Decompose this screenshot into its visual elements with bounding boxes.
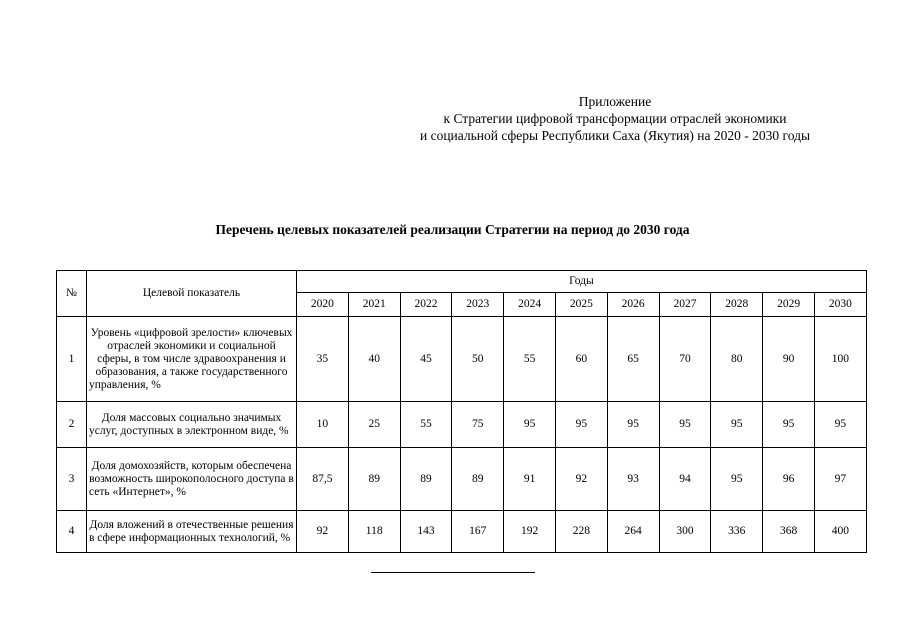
row-number: 4	[57, 511, 87, 553]
year-header: 2030	[814, 293, 866, 317]
year-header: 2025	[555, 293, 607, 317]
value-cell: 40	[348, 317, 400, 402]
value-cell: 45	[400, 317, 452, 402]
table-row	[57, 317, 867, 402]
value-cell: 95	[814, 402, 866, 448]
year-header: 2021	[348, 293, 400, 317]
value-cell: 93	[607, 448, 659, 511]
indicators-table	[56, 270, 867, 553]
value-cell: 89	[348, 448, 400, 511]
table-row	[57, 511, 867, 553]
value-cell: 55	[504, 317, 556, 402]
header-number: №	[57, 271, 87, 317]
value-cell: 264	[607, 511, 659, 553]
year-header: 2027	[659, 293, 711, 317]
footer-divider	[371, 572, 535, 573]
value-cell: 95	[504, 402, 556, 448]
value-cell: 10	[297, 402, 349, 448]
row-number: 2	[57, 402, 87, 448]
value-cell: 228	[555, 511, 607, 553]
value-cell: 95	[607, 402, 659, 448]
header-years: Годы	[297, 271, 867, 293]
year-header: 2020	[297, 293, 349, 317]
year-header: 2022	[400, 293, 452, 317]
appendix-header	[380, 93, 850, 144]
value-cell: 95	[659, 402, 711, 448]
table-header-row	[57, 271, 867, 293]
row-number: 1	[57, 317, 87, 402]
value-cell: 95	[711, 402, 763, 448]
year-header: 2026	[607, 293, 659, 317]
appendix-region-line: и социальной сферы Республики Саха (Якутия) на 2020 - 2030 годы	[419, 128, 811, 143]
row-number: 3	[57, 448, 87, 511]
table-row	[57, 448, 867, 511]
year-header: 2028	[711, 293, 763, 317]
value-cell: 94	[659, 448, 711, 511]
value-cell: 96	[763, 448, 815, 511]
value-cell: 92	[297, 511, 349, 553]
value-cell: 192	[504, 511, 556, 553]
value-cell: 87,5	[297, 448, 349, 511]
value-cell: 92	[555, 448, 607, 511]
value-cell: 95	[763, 402, 815, 448]
value-cell: 97	[814, 448, 866, 511]
value-cell: 65	[607, 317, 659, 402]
value-cell: 336	[711, 511, 763, 553]
document-title: Перечень целевых показателей реализации Стратегии на период до 2030 года	[215, 222, 690, 237]
appendix-label: Приложение	[578, 94, 652, 109]
header-indicator: Целевой показатель	[87, 271, 297, 317]
value-cell: 70	[659, 317, 711, 402]
value-cell: 80	[711, 317, 763, 402]
value-cell: 95	[711, 448, 763, 511]
table-row	[57, 402, 867, 448]
value-cell: 60	[555, 317, 607, 402]
indicator-name: Доля вложений в отечественные решения в сфере информационных технологий, %	[87, 511, 297, 553]
indicator-name: Доля массовых социально значимых услуг, доступных в электронном виде, %	[87, 402, 297, 448]
value-cell: 25	[348, 402, 400, 448]
value-cell: 167	[452, 511, 504, 553]
year-header: 2023	[452, 293, 504, 317]
value-cell: 91	[504, 448, 556, 511]
value-cell: 118	[348, 511, 400, 553]
value-cell: 89	[452, 448, 504, 511]
appendix-strategy-line: к Стратегии цифровой трансформации отраслей экономики	[443, 111, 787, 126]
value-cell: 55	[400, 402, 452, 448]
value-cell: 89	[400, 448, 452, 511]
value-cell: 400	[814, 511, 866, 553]
value-cell: 300	[659, 511, 711, 553]
year-header: 2024	[504, 293, 556, 317]
value-cell: 90	[763, 317, 815, 402]
value-cell: 368	[763, 511, 815, 553]
indicator-name: Доля домохозяйств, которым обеспечена возможность широкополосного доступа в сеть «Интернет», %	[87, 448, 297, 511]
year-header: 2029	[763, 293, 815, 317]
indicator-name: Уровень «цифровой зрелости» ключевых отраслей экономики и социальной сферы, в том числе здравоохранения и образования, а также государственного управления, %	[87, 317, 297, 402]
value-cell: 75	[452, 402, 504, 448]
value-cell: 143	[400, 511, 452, 553]
value-cell: 35	[297, 317, 349, 402]
value-cell: 100	[814, 317, 866, 402]
value-cell: 50	[452, 317, 504, 402]
value-cell: 95	[555, 402, 607, 448]
